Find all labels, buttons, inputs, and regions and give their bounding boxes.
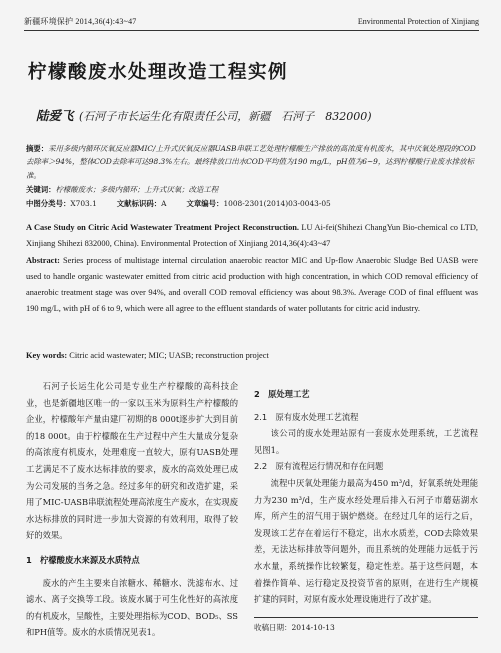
author-affiliation: (石河子市长运生化有限责任公司，新疆 石河子 832000) bbox=[79, 110, 372, 123]
document-code: 文献标识码：A bbox=[116, 199, 167, 208]
english-abstract-block bbox=[26, 220, 478, 318]
abstract-text: 采用多级内循环厌氧反应器MIC/上升式厌氧反应器UASB串联工艺处理柠檬酸生产排放的高浓度有机废水，其中厌氧处理段的COD去除率＞94%，整体COD去除率可达98.3%左右。最终排放口出水COD平均值为190 mg/L，pH值为6~9，达到柠檬酸行业废水排放标准。 bbox=[26, 144, 476, 180]
keywords-text: 柠檬酸废水；多级内循环；上升式厌氧；改造工程 bbox=[55, 185, 219, 194]
author-name: 陆爱飞 bbox=[36, 108, 74, 123]
section-heading-1: 1 柠檬酸废水来源及水质特点 bbox=[26, 554, 140, 565]
english-abstract bbox=[26, 253, 478, 318]
article-title: 柠檬酸废水处理改造工程实例 bbox=[28, 62, 289, 83]
english-abstract-text: Series process of multistage internal circulation anaerobic reactor MIC and Up-flow Anaerobic Sludge Bed UASB were used to handle organic wastewater emitted from citric acid production with high concentration, in which COD removal efficiency of anaerobic treatment stage was over 94%, and overall COD removal efficiency was about 98.3%. Average COD of final effluent was 190 mg/L, with pH of 6 to 9, which were all agree to the effluent standards of water pollutants for citric acid industry. bbox=[26, 255, 478, 314]
journal-name: Environmental Protection of Xinjiang bbox=[357, 16, 479, 26]
english-title: A Case Study on Citric Acid Wastewater Treatment Project Reconstruction. bbox=[26, 223, 300, 232]
english-citation: LU Ai-fei(Shihezi ChangYun Bio-chemical co LTD, Xinjiang Shihezi 832000, China). Environmental Protection of Xinjiang 2014,36(4):43~47 bbox=[26, 223, 478, 249]
left-column bbox=[26, 378, 238, 641]
english-title-citation bbox=[26, 220, 478, 253]
english-keywords bbox=[26, 351, 478, 360]
english-keywords-label: Key words: bbox=[26, 351, 68, 360]
subsection-2-2: 2.2 原有流程运行情况和存在问题 bbox=[254, 461, 384, 472]
intro-paragraph: 石河子长运生化公司是专业生产柠檬酸的高科技企业，也是新疆地区唯一的一家以玉米为原料生产柠檬酸的企业，柠檬酸年产量由建厂初期的8 000t逐步扩大到目前的18 000t。由于柠檬酸在生产过程中产生大量成分复杂的高浓度有机废水，处理难度一直较大，原有UASB处理工艺满足不了废水达标排放的要求，废水的高效处理已成为公司发展的当务之急。经过多年的研究和改造扩建，采用了MIC-UASB串联流程处理高浓度生产废水，在实现废水达标排放的同时进一步加大资源的有效利用，取得了较好的效果。 bbox=[26, 381, 238, 541]
right-column bbox=[254, 378, 478, 608]
clc-number: 中图分类号：X703.1 bbox=[26, 199, 97, 208]
classification-line bbox=[26, 198, 478, 209]
subsection-2-2-text: 流程中厌氧处理能力最高为450 m³/d，好氧系统处理能力为230 m³/d，生产废水经处理后排入石河子市蘑菇湖水库，所产生的沼气用于锅炉燃烧。在经过几年的运行之后，发现该工艺存在着运行不稳定，出水水质差，COD去除效果差，无法达标排放等问题外，而且系统的处理能力远低于污水水量，系统操作比较繁复，稳定性差。基于这些问题，本着操作简单、运行稳定及投资节省的原则，在进行生产规模扩建的同时，对原有废水处理设施进行了改扩建。 bbox=[254, 477, 478, 605]
running-header bbox=[24, 12, 479, 31]
chinese-keywords bbox=[26, 184, 478, 195]
chinese-abstract bbox=[26, 142, 478, 182]
author-line bbox=[36, 106, 372, 124]
abstract-label: 摘要： bbox=[26, 144, 49, 153]
section-heading-2: 2 原处理工艺 bbox=[254, 389, 310, 399]
journal-citation: 新疆环境保护 2014,36(4):43~47 bbox=[24, 16, 137, 26]
subsection-2-1: 2.1 原有废水处理工艺流程 bbox=[254, 411, 359, 422]
subsection-2-1-text: 该公司的废水处理站原有一套废水处理系统，工艺流程见图1。 bbox=[254, 428, 478, 455]
section1-paragraph: 废水的产生主要来自浓糖水、稀糖水、洗滤布水、过滤水、离子交换等工段。该废水属于可生化性好的高浓度的有机废水，呈酸性，主要处理指标为COD、BOD₅、SS和PH值等。废水的水质情况见表1。 bbox=[26, 577, 238, 638]
received-date-footnote: 收稿日期：2014-10-13 bbox=[254, 617, 478, 633]
english-keywords-text: Citric acid wastewater; MIC; UASB; reconstruction project bbox=[69, 351, 269, 360]
english-abstract-label: Abstract: bbox=[26, 255, 60, 265]
keywords-label: 关键词： bbox=[26, 185, 56, 194]
article-id: 文章编号：1008-2301(2014)03-0043-05 bbox=[186, 199, 331, 208]
